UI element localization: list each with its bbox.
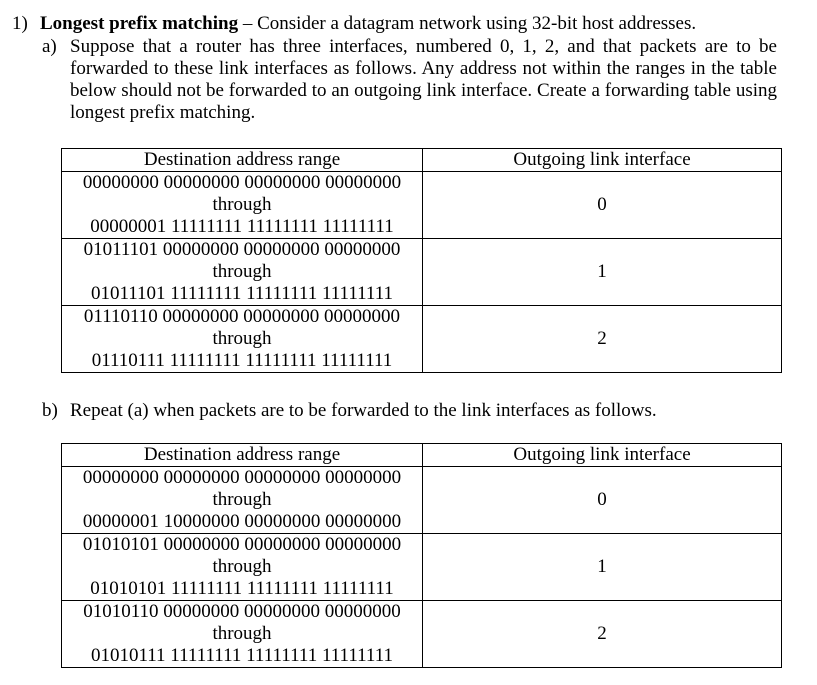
header-outgoing-interface: Outgoing link interface — [423, 149, 782, 172]
part-a-letter: a) — [42, 36, 57, 57]
interface-cell: 2 — [423, 306, 782, 373]
table-row — [62, 467, 782, 534]
range-end: 01011101 11111111 11111111 11111111 — [90, 283, 394, 304]
header-destination-range: Destination address range — [62, 149, 423, 172]
header-destination-range: Destination address range — [62, 444, 423, 467]
range-cell — [62, 467, 423, 534]
question-intro: Consider a datagram network using 32-bit host addresses. — [257, 13, 697, 34]
part-b-letter: b) — [42, 400, 58, 421]
range-through: through — [212, 556, 272, 577]
interface-cell: 1 — [423, 534, 782, 601]
range-start: 01010110 00000000 00000000 00000000 — [83, 601, 401, 622]
forwarding-table-a — [61, 148, 782, 373]
table-row — [62, 306, 782, 373]
range-start: 01011101 00000000 00000000 00000000 — [83, 239, 401, 260]
part-a-text: Suppose that a router has three interfaces, numbered 0, 1, 2, and that packets are to be forwarded to these link interfaces as follows. Any address not within the ranges in the table below should not be forwarded to an outgoing link interface. Create a forwarding table using longest prefix matching. — [70, 36, 777, 123]
header-outgoing-interface: Outgoing link interface — [423, 444, 782, 467]
range-cell — [62, 306, 423, 373]
range-end: 00000001 10000000 00000000 00000000 — [82, 511, 402, 532]
interface-cell: 2 — [423, 601, 782, 668]
range-through: through — [212, 623, 272, 644]
range-end: 01110111 11111111 11111111 11111111 — [91, 350, 393, 371]
table-row — [62, 534, 782, 601]
part-b-text: Repeat (a) when packets are to be forwarded to the link interfaces as follows. — [70, 400, 657, 421]
part-b — [42, 400, 777, 422]
interface-cell: 0 — [423, 172, 782, 239]
range-start: 01010101 00000000 00000000 00000000 — [82, 534, 402, 555]
table-row — [62, 601, 782, 668]
part-a — [42, 36, 777, 124]
range-through: through — [212, 194, 272, 215]
question-dash: – — [238, 13, 258, 34]
range-through: through — [212, 261, 272, 282]
range-end: 01010111 11111111 11111111 11111111 — [90, 645, 394, 666]
range-start: 00000000 00000000 00000000 00000000 — [82, 172, 402, 193]
range-end: 00000001 11111111 11111111 11111111 — [90, 216, 394, 237]
range-start: 01110110 00000000 00000000 00000000 — [83, 306, 401, 327]
interface-cell: 0 — [423, 467, 782, 534]
range-start: 00000000 00000000 00000000 00000000 — [82, 467, 402, 488]
range-end: 01010101 11111111 11111111 11111111 — [90, 578, 394, 599]
table-header-row — [62, 149, 782, 172]
interface-cell: 1 — [423, 239, 782, 306]
table-row — [62, 239, 782, 306]
range-cell — [62, 601, 423, 668]
question-title: Longest prefix matching — [40, 13, 239, 34]
range-through: through — [212, 328, 272, 349]
forwarding-table-b — [61, 443, 782, 668]
range-cell — [62, 239, 423, 306]
range-through: through — [212, 489, 272, 510]
range-cell — [62, 172, 423, 239]
table-row — [62, 172, 782, 239]
table-header-row — [62, 444, 782, 467]
range-cell — [62, 534, 423, 601]
question-number: 1) — [12, 13, 28, 34]
question-heading — [12, 13, 696, 35]
